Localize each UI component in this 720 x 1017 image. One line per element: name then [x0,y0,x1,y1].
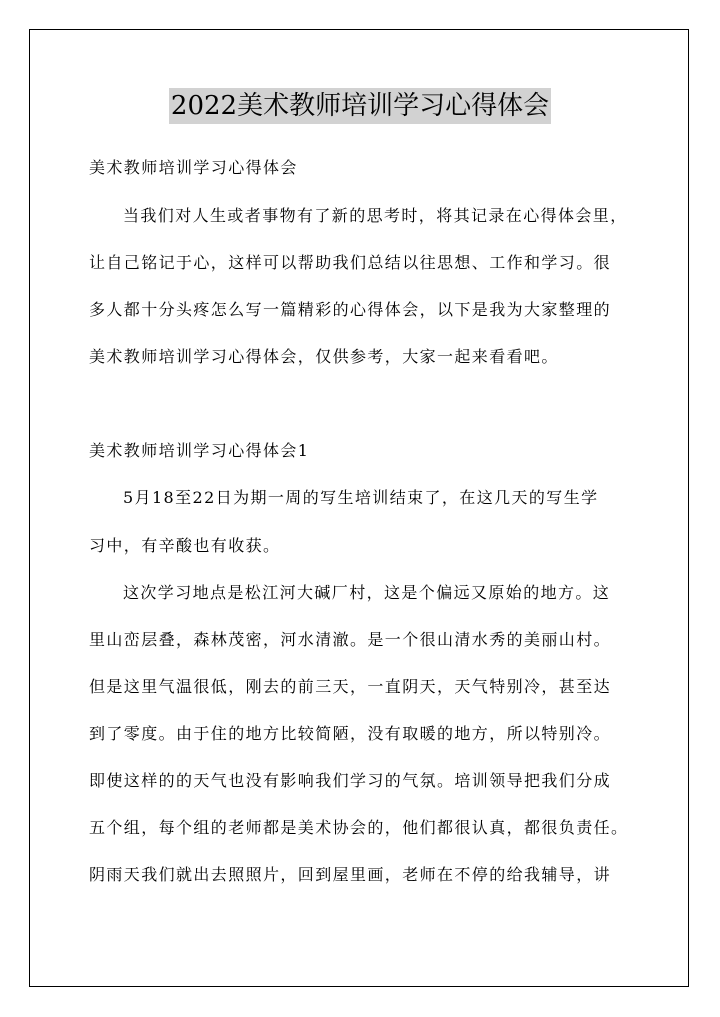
title-container [0,88,720,124]
section-heading: 美术教师培训学习心得体会1 [89,441,310,460]
paragraph-line: 但是这里气温很低，刚去的前三天，一直阴天，天气特别冷，甚至达 [89,677,612,696]
paragraph-line: 这次学习地点是松江河大碱厂村，这是个偏远又原始的地方。这 [123,583,611,602]
paragraph-line: 多人都十分头疼怎么写一篇精彩的心得体会，以下是我为大家整理的 [89,300,612,319]
paragraph-line: 5月18至22日为期一周的写生培训结束了，在这几天的写生学 [123,488,599,507]
paragraph-line: 当我们对人生或者事物有了新的思考时，将其记录在心得体会里， [123,206,628,225]
paragraph-line: 让自己铭记于心，这样可以帮助我们总结以往思想、工作和学习。很 [89,253,612,272]
subtitle-line: 美术教师培训学习心得体会 [89,158,298,177]
paragraph-line: 到了零度。由于住的地方比较简陋，没有取暖的地方，所以特别冷。 [89,724,612,743]
paragraph-line: 里山峦层叠，森林茂密，河水清澈。是一个很山清水秀的美丽山村。 [89,630,612,649]
paragraph-line: 美术教师培训学习心得体会，仅供参考，大家一起来看看吧。 [89,347,559,366]
document-title: 2022美术教师培训学习心得体会 [169,88,551,124]
paragraph-line: 阴雨天我们就出去照照片，回到屋里画，老师在不停的给我辅导，讲 [89,865,612,884]
paragraph-line: 五个组，每个组的老师都是美术协会的，他们都很认真，都很负责任。 [89,818,629,837]
paragraph-line: 习中，有辛酸也有收获。 [89,536,281,555]
paragraph-line: 即使这样的的天气也没有影响我们学习的气氛。培训领导把我们分成 [89,771,612,790]
